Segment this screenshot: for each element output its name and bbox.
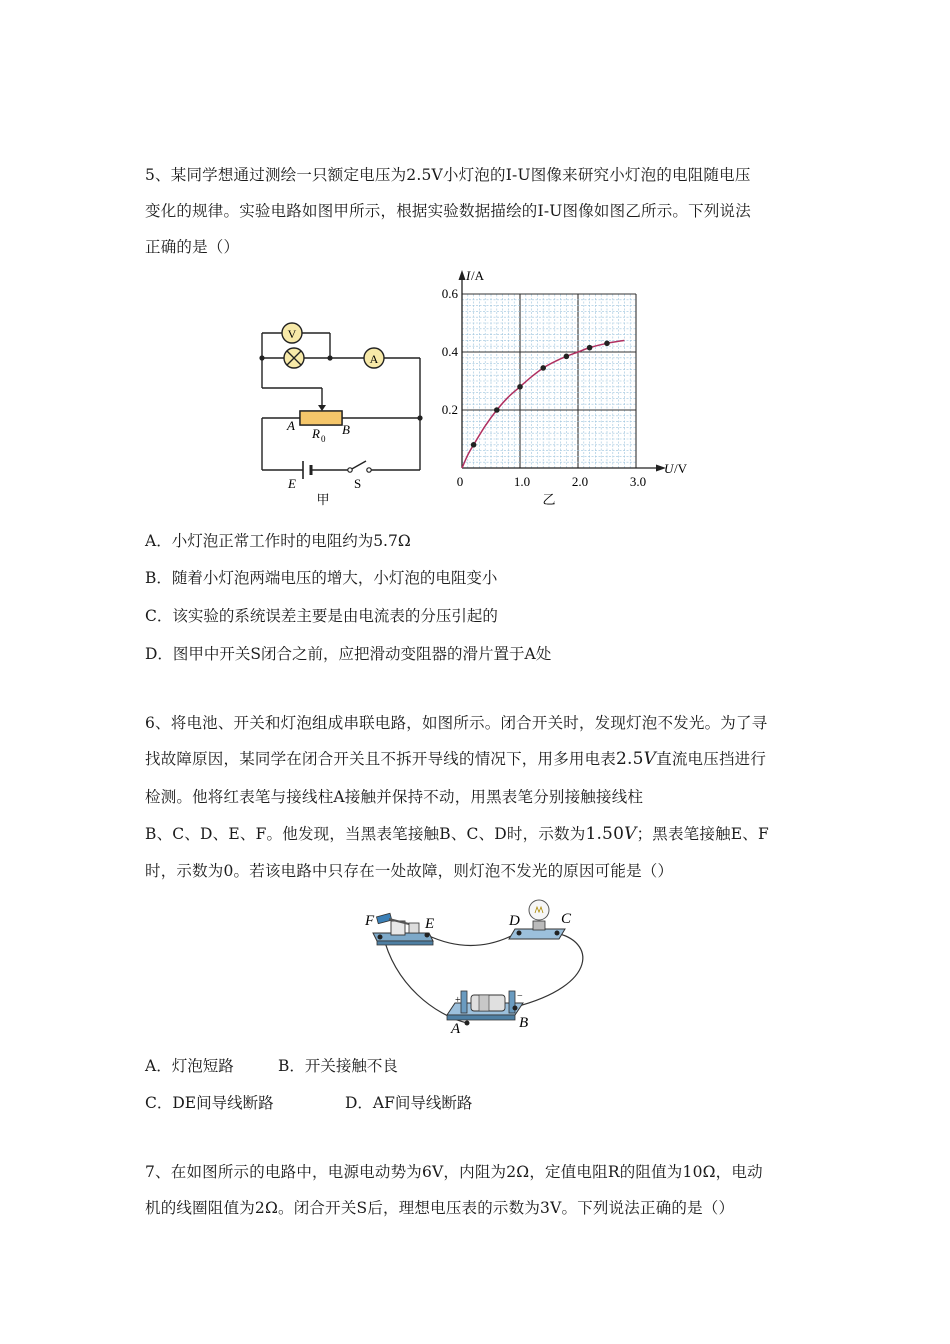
q7-stem-line-2: 机的线圈阻值为2Ω。闭合开关S后，理想电压表的示数为3V。下列说法正确的是（） xyxy=(145,1199,735,1217)
x-axis-label-var: U xyxy=(664,461,674,476)
data-point xyxy=(587,345,593,351)
q6-range-unit: V xyxy=(643,749,657,769)
ammeter-label: A xyxy=(369,352,379,366)
battery-minus-label: − xyxy=(517,991,523,1002)
q6-reading-unit: V xyxy=(624,824,637,844)
data-point xyxy=(494,407,500,413)
q5-option-b[interactable]: B．随着小灯泡两端电压的增大，小灯泡的电阻变小 xyxy=(145,569,498,587)
q6-option-d[interactable]: D．AF间导线断路 xyxy=(345,1094,473,1112)
terminal-e-label: E xyxy=(425,916,435,932)
q7-stem-line-1: 7、在如图所示的电路中，电源电动势为6V，内阻为2Ω，定值电阻R的阻值为10Ω，电动 xyxy=(145,1163,763,1181)
x-tick-label: 2.0 xyxy=(571,474,589,489)
q6-reading-value: 1.50 xyxy=(585,824,625,844)
q5-option-d[interactable]: D．图甲中开关S闭合之前，应把滑动变阻器的滑片置于A处 xyxy=(145,645,552,663)
q6-stem-line-3: 检测。他将红表笔与接线柱A接触并保持不动，用黑表笔分别接触接线柱 xyxy=(145,788,644,806)
terminal-a-label: A xyxy=(451,1021,461,1037)
q6-stem-line-5: 时，示数为0。若该电路中只存在一处故障，则灯泡不发光的原因可能是（） xyxy=(145,862,674,880)
q5-circuit-diagram xyxy=(250,310,440,510)
q6-option-a[interactable]: A．灯泡短路 xyxy=(145,1057,234,1075)
x-tick-label: 1.0 xyxy=(513,474,531,489)
x-axis-label-unit: /V xyxy=(674,461,687,476)
rheostat-end-b-label: B xyxy=(342,422,350,437)
terminal-f-label: F xyxy=(365,913,375,929)
q6-stem-line-2-b: 直流电压挡进行 xyxy=(656,750,767,768)
data-point xyxy=(471,442,477,448)
q5-iu-graph xyxy=(435,262,700,512)
switch-label: S xyxy=(354,476,362,491)
q6-stem-line-4 xyxy=(145,822,769,844)
q6-stem-line-1: 6、将电池、开关和灯泡组成串联电路，如图所示。闭合开关时，发现灯泡不发光。为了寻 xyxy=(145,714,768,732)
y-tick-label: 0.6 xyxy=(441,286,458,301)
y-axis-label-unit: /A xyxy=(471,268,484,283)
terminal-c-label: C xyxy=(561,911,572,927)
q6-option-b[interactable]: B．开关接触不良 xyxy=(278,1057,398,1075)
rheostat-end-a-label: A xyxy=(287,418,295,433)
data-point xyxy=(540,365,546,371)
q6-range-value: 2.5 xyxy=(616,749,644,769)
data-point xyxy=(517,384,523,390)
q6-circuit-figure xyxy=(355,895,605,1040)
x-tick-label: 3.0 xyxy=(629,474,647,489)
rheostat-subscript: 0 xyxy=(321,434,326,444)
y-axis-label-var: I xyxy=(466,268,471,283)
terminal-d-label: D xyxy=(509,913,520,929)
q6-stem-line-2 xyxy=(145,747,766,769)
voltmeter-label: V xyxy=(287,327,297,341)
y-tick-label: 0.4 xyxy=(441,344,458,359)
q5-stem-line-3: 正确的是（） xyxy=(145,238,240,256)
q6-stem-line-4-a: B、C、D、E、F。他发现，当黑表笔接触B、C、D时，示数为 xyxy=(145,825,586,843)
battery-label: E xyxy=(288,476,296,491)
y-tick-label: 0.2 xyxy=(441,402,458,417)
q6-stem-line-2-a: 找故障原因，某同学在闭合开关且不拆开导线的情况下，用多用电表 xyxy=(145,750,617,768)
rheostat-label: R xyxy=(312,426,320,441)
data-point xyxy=(564,354,570,360)
graph-caption: 乙 xyxy=(542,492,556,507)
battery-plus-label: + xyxy=(455,995,461,1006)
q5-stem-line-2: 变化的规律。实验电路如图甲所示，根据实验数据描绘的I-U图像如图乙所示。下列说法 xyxy=(145,202,751,220)
data-point xyxy=(604,341,610,347)
circuit-caption: 甲 xyxy=(316,492,330,507)
q5-stem-line-1: 5、某同学想通过测绘一只额定电压为2.5V小灯泡的I-U图像来研究小灯泡的电阻随电压 xyxy=(145,166,751,184)
q5-option-a[interactable]: A．小灯泡正常工作时的电阻约为5.7Ω xyxy=(145,532,411,550)
origin-label: 0 xyxy=(456,474,464,489)
q6-stem-line-4-b: ；黑表笔接触E、F xyxy=(636,825,769,843)
q5-option-c[interactable]: C．该实验的系统误差主要是由电流表的分压引起的 xyxy=(145,607,498,625)
terminal-b-label: B xyxy=(519,1015,529,1031)
q6-option-c[interactable]: C．DE间导线断路 xyxy=(145,1094,274,1112)
